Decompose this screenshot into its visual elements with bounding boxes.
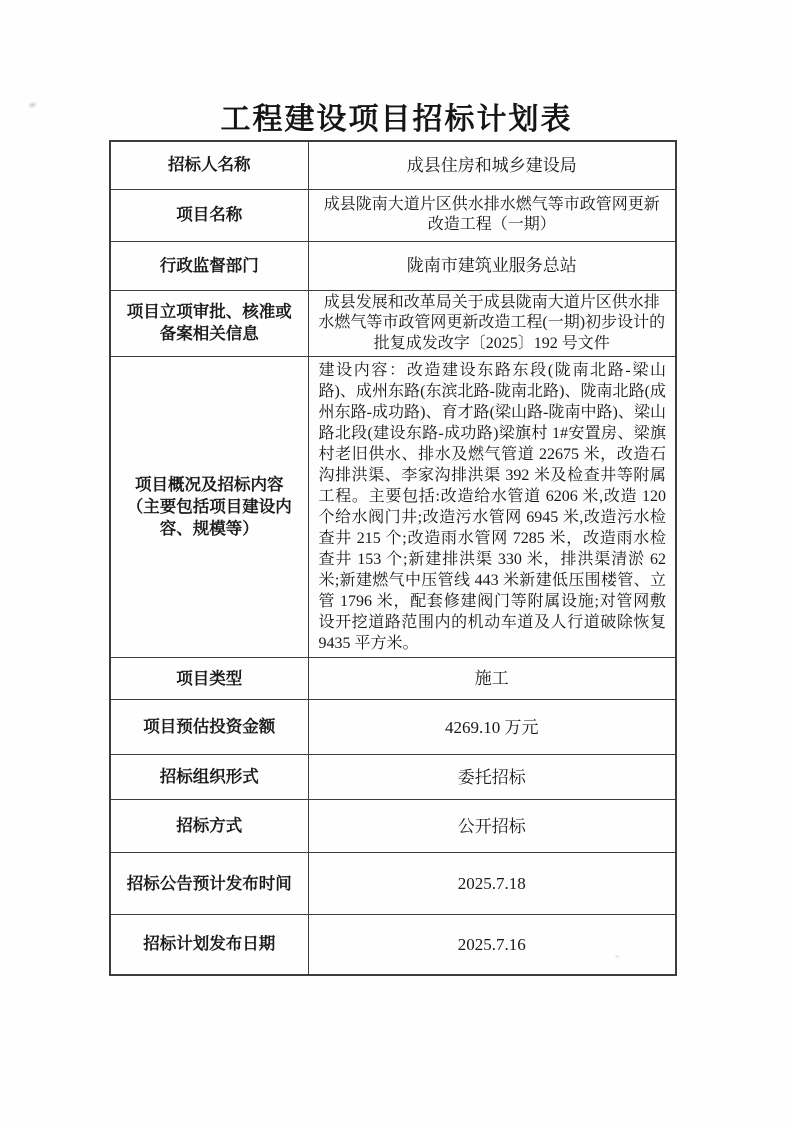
- row-value: 2025.7.18: [308, 853, 676, 915]
- row-bidder-name: [110, 141, 676, 189]
- row-label: 项目概况及招标内容（主要包括项目建设内容、规模等）: [110, 357, 308, 658]
- row-value: 施工: [308, 658, 676, 700]
- row-supervision-dept: [110, 241, 676, 290]
- row-label: 项目预估投资金额: [110, 700, 308, 755]
- row-value: 成县陇南大道片区供水排水燃气等市政管网更新改造工程（一期）: [308, 189, 676, 241]
- row-value: 成县发展和改革局关于成县陇南大道片区供水排水燃气等市政管网更新改造工程(一期)初步设计的批复成发改字〔2025〕192 号文件: [308, 290, 676, 357]
- bidding-plan-table: [109, 140, 677, 976]
- row-label: 行政监督部门: [110, 241, 308, 290]
- row-label: 招标人名称: [110, 141, 308, 189]
- row-value: 建设内容：改造建设东路东段(陇南北路-梁山路)、成州东路(东滨北路-陇南北路)、陇南北路(成州东路-成功路)、育才路(梁山路-陇南中路)、梁山路北段(建设东路-成功路)梁旗村 1#安置房、梁旗村老旧供水、排水及燃气管道 22675 米，改造石沟排洪渠、李家沟排洪渠 392 米及检查井等附属工程。主要包括:改造给水管道 6206 米,改造 120 个给水阀门井;改造污水管网 6945 米,改造污水检查井 215 个;改造雨水管网 7285 米，改造雨水检查井 153 个;新建排洪渠 330 米，排洪渠清淤 62 米;新建燃气中压管线 443 米新建低压围楼管、立管 1796 米，配套修建阀门等附属设施;对管网敷设开挖道路范围内的机动车道及人行道破除恢复 9435 平方米。: [308, 357, 676, 658]
- row-value: 委托招标: [308, 755, 676, 800]
- row-label: 项目立项审批、核准或备案相关信息: [110, 290, 308, 357]
- row-plan-publish-date: [110, 915, 676, 975]
- row-approval-info: [110, 290, 676, 357]
- row-project-overview: [110, 357, 676, 658]
- row-label: 招标公告预计发布时间: [110, 853, 308, 915]
- row-label: 项目名称: [110, 189, 308, 241]
- row-value: 成县住房和城乡建设局: [308, 141, 676, 189]
- row-project-name: [110, 189, 676, 241]
- row-value: 陇南市建筑业服务总站: [308, 241, 676, 290]
- row-value: 公开招标: [308, 800, 676, 853]
- row-value: 4269.10 万元: [308, 700, 676, 755]
- row-label: 招标方式: [110, 800, 308, 853]
- row-label: 招标组织形式: [110, 755, 308, 800]
- row-value: 2025.7.16: [308, 915, 676, 975]
- row-project-type: [110, 658, 676, 700]
- page-title: 工程建设项目招标计划表: [220, 103, 573, 136]
- row-announcement-date: [110, 853, 676, 915]
- row-bidding-method: [110, 800, 676, 853]
- row-organization-form: [110, 755, 676, 800]
- row-estimated-investment: [110, 700, 676, 755]
- row-label: 项目类型: [110, 658, 308, 700]
- row-label: 招标计划发布日期: [110, 915, 308, 975]
